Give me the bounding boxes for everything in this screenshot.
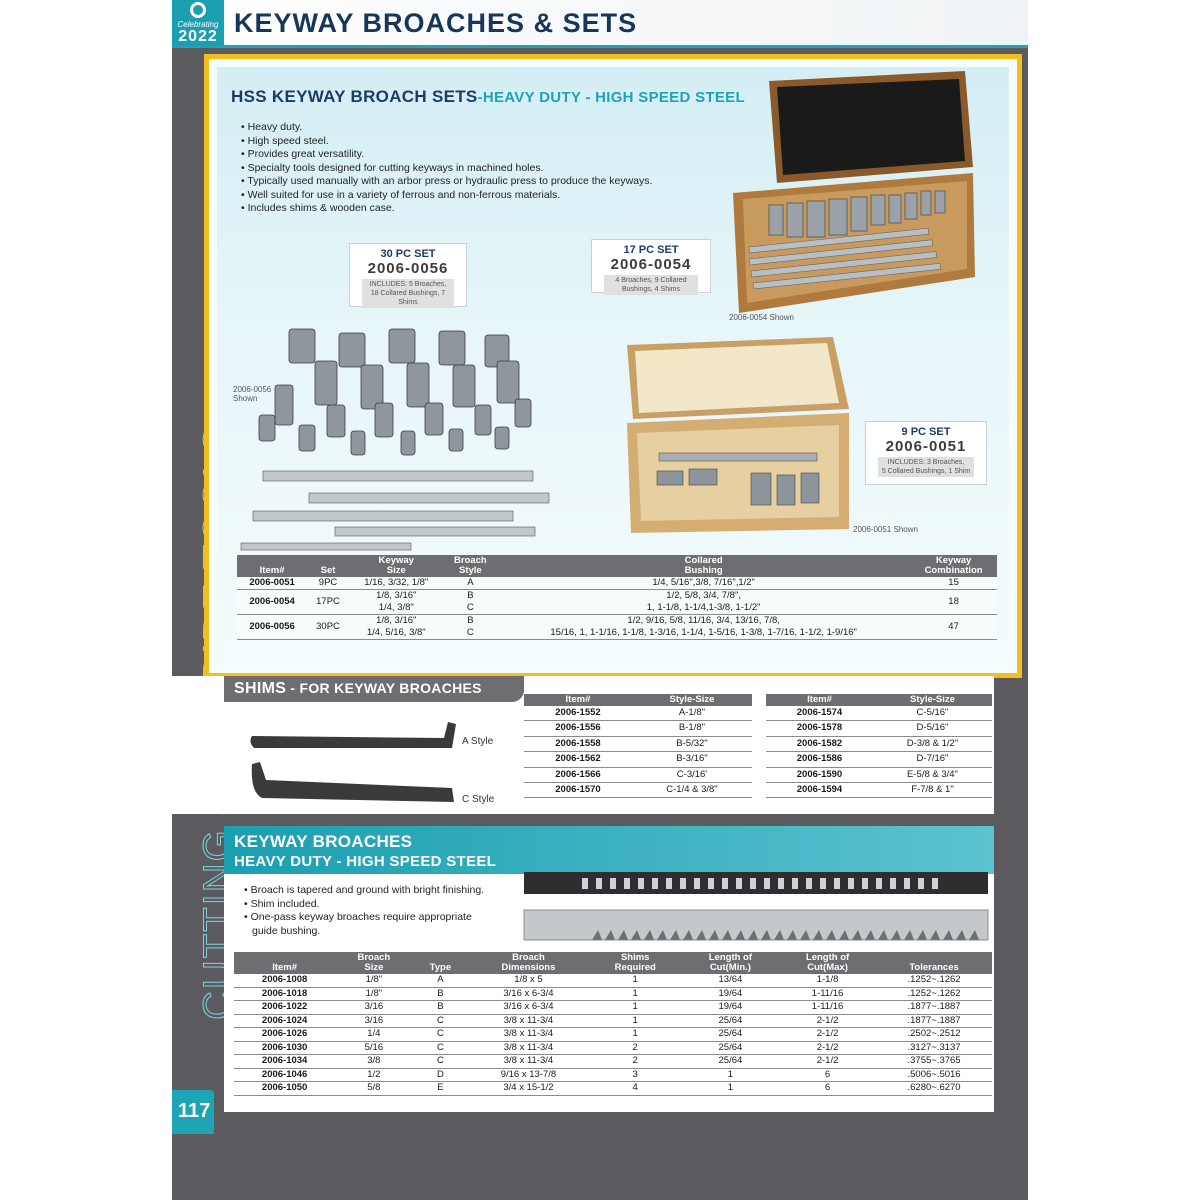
header-line: Size	[386, 565, 406, 576]
cell-length-min: 13/64	[682, 974, 779, 987]
table-row	[766, 721, 992, 736]
broach-section-title: KEYWAY BROACHES	[234, 832, 413, 851]
header-line: Dimensions	[501, 962, 556, 973]
cell-style: D-3/8 & 1/2"	[873, 736, 992, 751]
broach-tooth	[932, 878, 938, 889]
set-card-30pc	[349, 243, 467, 307]
cell-type: C	[412, 1028, 468, 1042]
header-line: Broach	[512, 952, 545, 963]
broach-feature-list	[244, 884, 484, 938]
cell-line: 15/16, 1, 1-1/16, 1-1/8, 1-3/16, 1-1/4, 1-5/16, 1-3/8, 1-7/16, 1-1/2, 1-9/16"	[550, 627, 857, 638]
col-broach-dimensions	[468, 952, 588, 974]
cell-item: 2006-1018	[234, 987, 335, 1001]
broach-sets-highlight	[204, 54, 1022, 678]
caption-0054: 2006-0054 Shown	[729, 313, 794, 322]
table-row	[524, 767, 752, 782]
col-type: Type	[412, 952, 468, 974]
cell-item: 2006-1578	[766, 721, 873, 736]
table-row	[237, 590, 997, 615]
header-line: Required	[614, 962, 656, 973]
cell-style: C-5/16"	[873, 706, 992, 721]
cell-tolerance: .3755~.3765	[876, 1055, 992, 1069]
cell-size: 5/8	[335, 1082, 412, 1096]
cell-style: F-7/8 & 1"	[873, 783, 992, 798]
caption-0056-line2: Shown	[233, 394, 258, 403]
cell-length-max: 1-11/16	[779, 987, 876, 1001]
cell-type: E	[412, 1082, 468, 1096]
feature-item: • Broach is tapered and ground with bright finishing.	[244, 884, 484, 898]
cell-dimensions: 3/4 x 15-1/2	[468, 1082, 588, 1096]
catalog-page	[172, 0, 1028, 1200]
table-row	[766, 736, 992, 751]
header-line: Collared	[684, 555, 723, 566]
broach-tooth	[694, 878, 700, 889]
cell-length-min: 25/64	[682, 1028, 779, 1042]
broach-table-body	[234, 974, 992, 1095]
caption-0056-line1: 2006-0056	[233, 385, 272, 394]
cell-length-min: 19/64	[682, 987, 779, 1001]
cell-tolerance: .1252~.1262	[876, 987, 992, 1001]
set-card-includes-line: INCLUDES: 3 Broaches,	[887, 459, 965, 466]
cell-item: 2006-0054	[237, 590, 307, 615]
broach-tooth	[736, 878, 742, 889]
cell-shims: 1	[589, 1001, 682, 1015]
header-line: Broach	[453, 555, 487, 566]
table-row	[524, 721, 752, 736]
cell-line: 1, 1-1/8, 1-1/4,1-3/8, 1-1/2"	[646, 602, 761, 613]
cell-dimensions: 9/16 x 13-7/8	[468, 1068, 588, 1082]
table-row	[524, 783, 752, 798]
cell-item: 2006-1556	[524, 721, 632, 736]
broach-tooth	[904, 878, 910, 889]
feature-item: • Typically used manually with an arbor press or hydraulic press to produce the keyways.	[241, 175, 652, 189]
cell-bushing	[497, 590, 910, 615]
sets-section-title	[231, 87, 745, 107]
broach-tooth	[848, 878, 854, 889]
page-header	[172, 0, 1028, 48]
cell-size: 5/16	[335, 1041, 412, 1055]
cell-style: E-5/8 & 3/4"	[873, 767, 992, 782]
table-row	[524, 736, 752, 751]
cell-tolerance: .6280~.6270	[876, 1082, 992, 1096]
col-collared-bushing	[497, 555, 910, 577]
table-row	[234, 974, 992, 987]
cell-length-min: 25/64	[682, 1014, 779, 1028]
cell-item: 2006-1570	[524, 783, 632, 798]
cell-line: 1/2, 5/8, 3/4, 7/8",	[666, 590, 741, 601]
cell-shims: 1	[589, 987, 682, 1001]
col-style-size: Style-Size	[632, 694, 752, 706]
feature-item: • Includes shims & wooden case.	[241, 202, 652, 216]
cell-size: 1/2	[335, 1068, 412, 1082]
header-line: Style	[459, 565, 482, 576]
header-line: Cut(Max)	[807, 962, 848, 973]
table-header-row	[234, 952, 992, 974]
cell-item: 2006-1552	[524, 706, 632, 721]
col-set: Set	[307, 555, 349, 577]
cell-tolerance: .2502~.2512	[876, 1028, 992, 1042]
cell-item: 2006-1022	[234, 1001, 335, 1015]
table-row	[766, 767, 992, 782]
cell-size: 1/4	[335, 1028, 412, 1042]
cell-style: D-5/16"	[873, 721, 992, 736]
feature-item: • Heavy duty.	[241, 121, 652, 135]
cell-line: B	[467, 590, 474, 601]
caption-0056	[233, 385, 271, 403]
feature-line: guide bushing.	[252, 924, 321, 937]
cell-dimensions: 3/16 x 6-3/4	[468, 987, 588, 1001]
cell-type: A	[412, 974, 468, 987]
shim-c-style-image	[248, 762, 460, 808]
feature-item	[244, 911, 484, 938]
cell-line: 1/2, 9/16, 5/8, 11/16, 3/4, 13/16, 7/8,	[627, 615, 780, 626]
table-row	[237, 615, 997, 640]
cell-item: 2006-1562	[524, 752, 632, 767]
shims-title	[234, 680, 482, 698]
feature-item: • Provides great versatility.	[241, 148, 652, 162]
table-row	[234, 1082, 992, 1096]
cell-size	[349, 615, 444, 640]
header-line: Cut(Min.)	[709, 962, 751, 973]
table-row	[766, 783, 992, 798]
broach-section-subtitle: HEAVY DUTY - HIGH SPEED STEEL	[234, 853, 497, 870]
header-line: Keyway	[378, 555, 414, 566]
cell-line: 1/4, 5/16, 3/8"	[366, 627, 426, 638]
col-keyway-combination	[910, 555, 997, 577]
cell-item: 2006-1030	[234, 1041, 335, 1055]
broach-tooth	[638, 878, 644, 889]
set-card-includes-line: 18 Collared Bushings, 7 Shims	[370, 290, 446, 306]
feature-item: • Well suited for use in a variety of ferrous and non-ferrous materials.	[241, 189, 652, 203]
set-card-number: 2006-0054	[610, 256, 692, 273]
table-header-row	[237, 555, 997, 577]
broach-tooth	[918, 878, 924, 889]
cell-size: 1/16, 3/32, 1/8"	[349, 577, 444, 590]
cell-size: 3/16	[335, 1014, 412, 1028]
cell-length-max: 6	[779, 1068, 876, 1082]
shim-c-label: C Style	[462, 794, 495, 805]
page-number: 117	[178, 1100, 211, 1122]
cell-bushing: 1/4, 5/16",3/8, 7/16",1/2"	[497, 577, 910, 590]
broach-tooth	[750, 878, 756, 889]
broach-tooth	[806, 878, 812, 889]
table-row	[234, 1028, 992, 1042]
cell-length-max: 2-1/2	[779, 1014, 876, 1028]
table-row	[234, 1055, 992, 1069]
set-card-9pc	[865, 421, 987, 485]
header-line: Length of	[708, 952, 753, 963]
broach-tooth	[582, 878, 588, 889]
broach-tooth	[722, 878, 728, 889]
cell-length-min: 25/64	[682, 1041, 779, 1055]
shims-title-main: SHIMS	[234, 680, 287, 697]
cell-tolerance: .1252~.1262	[876, 974, 992, 987]
table-row	[524, 752, 752, 767]
cell-dimensions: 3/8 x 11-3/4	[468, 1028, 588, 1042]
cell-shims: 2	[589, 1041, 682, 1055]
broach-tooth	[764, 878, 770, 889]
keyway-broaches-section	[224, 826, 994, 1112]
col-item: Item#	[237, 555, 307, 577]
set-card-includes: 4 Broaches, 9 Collared Bushings, 4 Shims	[604, 275, 698, 295]
badge-text: Celebrating	[177, 20, 219, 29]
cell-item: 2006-0051	[237, 577, 307, 590]
broach-header-bar	[224, 826, 994, 874]
set-card-label: 9 PC SET	[901, 426, 951, 438]
cell-size: 1/8"	[335, 974, 412, 987]
table-row	[237, 577, 997, 590]
cell-length-min: 25/64	[682, 1055, 779, 1069]
cell-item: 2006-1590	[766, 767, 873, 782]
broach-sets-panel	[217, 67, 1009, 665]
keyway-broaches-table	[234, 952, 992, 1096]
cell-style	[444, 615, 498, 640]
cell-length-min: 1	[682, 1082, 779, 1096]
cell-shims: 4	[589, 1082, 682, 1096]
cell-line: 1/8, 3/16"	[376, 615, 417, 626]
cell-size: 3/8	[335, 1055, 412, 1069]
table-header-row	[766, 694, 992, 706]
cell-line: B	[467, 615, 474, 626]
cell-item: 2006-1582	[766, 736, 873, 751]
shim-a-label: A Style	[462, 736, 494, 747]
sets-title-main: HSS KEYWAY BROACH SETS	[231, 87, 478, 106]
table-row	[234, 1068, 992, 1082]
cell-style: D-7/16"	[873, 752, 992, 767]
cell-type: C	[412, 1055, 468, 1069]
broach-tooth	[610, 878, 616, 889]
cell-style: B-5/32"	[632, 736, 752, 751]
cell-item: 2006-1574	[766, 706, 873, 721]
col-length-max	[779, 952, 876, 974]
cell-item: 2006-1034	[234, 1055, 335, 1069]
header-line: Combination	[924, 565, 983, 576]
cell-set: 17PC	[307, 590, 349, 615]
loose-set-30pc-image	[235, 323, 555, 563]
cell-length-max: 1-11/16	[779, 1001, 876, 1015]
table-row	[234, 1001, 992, 1015]
header-line: Broach	[357, 952, 391, 963]
cell-length-max: 6	[779, 1082, 876, 1096]
broach-tooth	[890, 878, 896, 889]
table-row	[766, 752, 992, 767]
col-broach-style	[444, 555, 498, 577]
table-header-row	[524, 694, 752, 706]
set-card-number: 2006-0051	[885, 438, 967, 455]
cell-type: C	[412, 1014, 468, 1028]
shim-a-style-image	[248, 716, 460, 752]
cell-size: 3/16	[335, 1001, 412, 1015]
cell-type: B	[412, 1001, 468, 1015]
cell-item: 2006-1566	[524, 767, 632, 782]
cell-style: C-1/4 & 3/8"	[632, 783, 752, 798]
feature-item: • Shim included.	[244, 898, 484, 912]
table-row	[234, 1014, 992, 1028]
table-row	[766, 706, 992, 721]
broach-tooth	[862, 878, 868, 889]
broach-tooth	[708, 878, 714, 889]
shims-table-right	[766, 694, 992, 798]
cell-item: 2006-1024	[234, 1014, 335, 1028]
feature-line: One-pass keyway broaches require appropriate	[250, 911, 472, 923]
set-card-includes	[362, 279, 454, 308]
badge-ring-icon	[190, 2, 206, 18]
cell-length-max: 1-1/8	[779, 974, 876, 987]
col-tolerances: Tolerances	[876, 952, 992, 974]
col-length-min	[682, 952, 779, 974]
shims-section	[172, 676, 994, 814]
col-broach-size	[335, 952, 412, 974]
cell-length-min: 1	[682, 1068, 779, 1082]
cell-shims: 1	[589, 1014, 682, 1028]
set-card-label: 30 PC SET	[380, 248, 436, 260]
cell-size	[349, 590, 444, 615]
cell-item: 2006-1558	[524, 736, 632, 751]
broach-tooth	[624, 878, 630, 889]
cell-length-max: 2-1/2	[779, 1028, 876, 1042]
cell-length-max: 2-1/2	[779, 1041, 876, 1055]
broach-tooth	[834, 878, 840, 889]
cell-dimensions: 1/8 x 5	[468, 974, 588, 987]
cell-shims: 1	[589, 1028, 682, 1042]
cell-combination: 47	[910, 615, 997, 640]
cell-style: B-1/8"	[632, 721, 752, 736]
cell-line: 1/8, 3/16"	[376, 590, 417, 601]
broach-tooth	[652, 878, 658, 889]
cell-set: 30PC	[307, 615, 349, 640]
cell-shims: 3	[589, 1068, 682, 1082]
shims-title-sub: - FOR KEYWAY BROACHES	[286, 680, 482, 696]
col-style-size: Style-Size	[873, 694, 992, 706]
header-line: Length of	[805, 952, 850, 963]
cell-style	[444, 590, 498, 615]
cell-item: 2006-1008	[234, 974, 335, 987]
cell-dimensions: 3/8 x 11-3/4	[468, 1041, 588, 1055]
set-card-label: 17 PC SET	[623, 244, 679, 256]
cell-tolerance: .1877~.1887	[876, 1014, 992, 1028]
cell-item: 2006-1026	[234, 1028, 335, 1042]
set-card-includes	[878, 457, 974, 477]
cell-line: 1/4, 3/8"	[378, 602, 414, 613]
broach-tooth	[792, 878, 798, 889]
cell-style: A	[444, 577, 498, 590]
cell-item: 2006-1594	[766, 783, 873, 798]
cell-shims: 1	[589, 974, 682, 987]
header-line: Shims	[620, 952, 650, 963]
cell-combination: 18	[910, 590, 997, 615]
wooden-case-9pc-image	[627, 337, 849, 533]
cell-combination: 15	[910, 577, 997, 590]
page-title: KEYWAY BROACHES & SETS	[234, 8, 638, 38]
table-row	[524, 706, 752, 721]
feature-item: • High speed steel.	[241, 135, 652, 149]
broach-tooth	[820, 878, 826, 889]
header-line: Bushing	[684, 565, 723, 576]
cell-style: A-1/8"	[632, 706, 752, 721]
wooden-case-17pc-image	[729, 71, 977, 317]
broach-tooth	[596, 878, 602, 889]
cell-tolerance: .3127~.3137	[876, 1041, 992, 1055]
cell-shims: 2	[589, 1055, 682, 1069]
cell-set: 9PC	[307, 577, 349, 590]
shims-title-bar	[224, 676, 524, 702]
cell-tolerance: .5006~.5016	[876, 1068, 992, 1082]
shims-table-left	[524, 694, 752, 798]
cell-type: C	[412, 1041, 468, 1055]
cell-type: B	[412, 987, 468, 1001]
table-row	[234, 1041, 992, 1055]
col-item: Item#	[766, 694, 873, 706]
cell-style: B-3/16"	[632, 752, 752, 767]
broach-tooth	[680, 878, 686, 889]
set-card-17pc	[591, 239, 711, 293]
table-row	[234, 987, 992, 1001]
col-shims-required	[589, 952, 682, 974]
set-card-includes-line: 5 Collared Bushings, 1 Shim	[881, 468, 971, 475]
col-item: Item#	[524, 694, 632, 706]
cell-item: 2006-1046	[234, 1068, 335, 1082]
col-item: Item#	[234, 952, 335, 974]
header-line: Keyway	[935, 555, 972, 566]
header-line: Size	[364, 962, 384, 973]
cell-line: C	[466, 602, 474, 613]
col-keyway-size	[349, 555, 444, 577]
broach-tooth	[778, 878, 784, 889]
cell-dimensions: 3/8 x 11-3/4	[468, 1055, 588, 1069]
cell-length-min: 19/64	[682, 1001, 779, 1015]
badge-year: 2022	[178, 28, 218, 45]
cell-item: 2006-1050	[234, 1082, 335, 1096]
broach-tooth	[666, 878, 672, 889]
cell-tolerance: .1877~.1887	[876, 1001, 992, 1015]
keyway-broach-image	[522, 870, 992, 950]
sets-title-sub: -HEAVY DUTY - HIGH SPEED STEEL	[477, 89, 745, 106]
cell-item: 2006-1586	[766, 752, 873, 767]
caption-0051: 2006-0051 Shown	[853, 525, 918, 534]
cell-size: 1/8"	[335, 987, 412, 1001]
cell-type: D	[412, 1068, 468, 1082]
feature-item: • Specialty tools designed for cutting keyways in machined holes.	[241, 162, 652, 176]
sets-feature-list	[241, 121, 652, 216]
anniversary-badge	[172, 0, 224, 46]
cell-length-max: 2-1/2	[779, 1055, 876, 1069]
broach-tooth	[876, 878, 882, 889]
cell-dimensions: 3/16 x 6-3/4	[468, 1001, 588, 1015]
cell-dimensions: 3/8 x 11-3/4	[468, 1014, 588, 1028]
broach-sets-table	[237, 555, 997, 640]
cell-item: 2006-0056	[237, 615, 307, 640]
cell-line: C	[466, 627, 474, 638]
set-card-number: 2006-0056	[367, 260, 449, 277]
cell-bushing	[497, 615, 910, 640]
cell-style: C-3/16'	[632, 767, 752, 782]
set-card-includes-line: INCLUDES: 5 Broaches,	[369, 281, 447, 288]
